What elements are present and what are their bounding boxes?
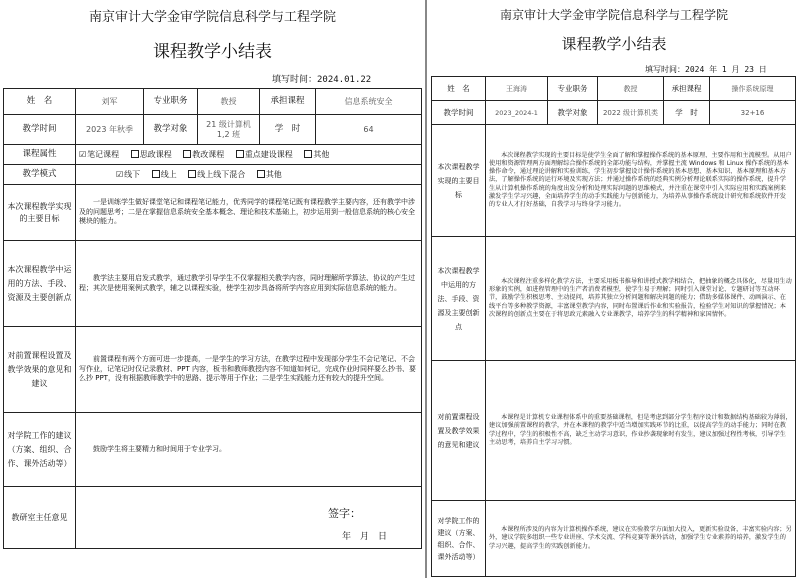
form-title: 课程教学小结表 bbox=[153, 42, 272, 62]
course-value: 信息系统安全 bbox=[316, 89, 422, 115]
fill-date bbox=[645, 64, 767, 75]
suggest-text: 鼓励学生将主要精力和时间用于专业学习。 bbox=[76, 413, 422, 487]
attr-option[interactable]: 思政课程 bbox=[131, 149, 172, 160]
empty-box-icon bbox=[152, 170, 160, 178]
hours-value: 64 bbox=[316, 115, 422, 145]
improve-label: 对前置课程设置及教学效果的意见和建议 bbox=[432, 361, 486, 501]
attr-option[interactable]: 重点建设课程 bbox=[236, 149, 293, 160]
mode-label: 教学模式 bbox=[4, 165, 76, 185]
empty-box-icon bbox=[131, 150, 139, 158]
university-name: 南京审计大学金审学院信息科学与工程学院 bbox=[88, 10, 336, 25]
target-value: 2022 级计算机类 bbox=[598, 101, 664, 125]
fill-date-value: 2024.01.22 bbox=[317, 75, 372, 85]
goal-label: 本次课程教学实现的主要目标 bbox=[432, 125, 486, 237]
title-value: 教授 bbox=[198, 89, 260, 115]
course-label: 承担课程 bbox=[260, 89, 316, 115]
attr-option[interactable]: ☑笔记课程 bbox=[79, 150, 120, 159]
empty-box-icon bbox=[188, 170, 196, 178]
suggest-text: 本课程所涉及的内容为计算机操作系统，建议在实验教学方面加大投入，更新实验设备，丰富实验内容；另外，建议学院多组织一些专业讲座、学术交流、学科竞赛等课外活动，加强学生专业素养的培养，激发学生的学习兴趣，提高学生的实践创新能力。 bbox=[486, 501, 796, 577]
goal-text: 一是训练学生做好课堂笔记和课程笔记能力，优秀同学的课程笔记既有课程教学主要内容，还有教学中涉及的问题思考；二是在掌握信息系统安全基本概念、理论和技术基础上，初步运用到一般信息系统的核心安全模块的能力。 bbox=[76, 185, 422, 241]
fill-date-label: 填写时间： bbox=[272, 75, 318, 85]
checked-box-icon: ☑ bbox=[79, 150, 87, 159]
course-label: 承担课程 bbox=[664, 77, 710, 101]
goal-text: 本次课程教学实现的主要目标是使学生全面了解和掌握操作系统的基本原理、主要作用和主流模型。从用户使用和资源管理两方面理解综合操作系统的全部功能与结构，并掌握主流 Windows 和 Linux 操作系统的基本操作命令，通过理论讲解和实验训练，学生初步掌握设计操作系统的基本思想、基本知识、基本原理和基本方法，了解操作系统的运行环境及实现方法；并通过操作系统的经典实例分析理论联系实际的操作系统，提升学生从计算机操作系统的角度出发分析和处理实际问题的思维模式，并注重在课堂中引入实际应用和实践案例来激发学生学习兴趣，全面培养学生的动手实践能力与创新能力，为培养从事操作系统设计研究和系统软件开发的专业人才打好基础，自我学习与终身学习能力。 bbox=[486, 125, 796, 237]
target-label: 教学对象 bbox=[548, 101, 598, 125]
checked-box-icon: ☑ bbox=[116, 170, 124, 179]
goal-label: 本次课程教学实现的主要目标 bbox=[4, 185, 76, 241]
fill-date-value: 2024 年 1 月 23 日 bbox=[685, 65, 767, 74]
title-label: 专业职务 bbox=[548, 77, 598, 101]
empty-box-icon bbox=[183, 150, 191, 158]
summary-table bbox=[3, 88, 422, 549]
mode-options bbox=[76, 165, 422, 185]
time-value: 2023 年秋季 bbox=[76, 115, 144, 145]
suggest-label: 对学院工作的建议（方案、组织、合作、课外活动等） bbox=[4, 413, 76, 487]
method-text: 本次课程注重多样化教学方法，主要采用板书推导和讲授式教学相结合，把抽象的概念具体化，尽量用生动形象的实例，如进程管理中的生产者消费者模型，使学生易于理解；同时引入课堂讨论、专题研讨等互动环节，鼓励学生积极思考、主动提问，培养其独立分析问题和解决问题的能力；借助多媒体课件、动画演示、在线平台等多种教学资源，丰富课堂教学内容，同时布置课后作业和实验报告，检验学生对知识的掌握情况；本次课程的创新点主要在于将思政元素融入专业课教学，培养学生的科学精神和家国情怀。 bbox=[486, 237, 796, 361]
improve-text: 前置课程有两个方面可进一步提高，一是学生的学习方法，在教学过程中发现部分学生不会记笔记、不会写作业，记笔记时仅记录教材、PPT 内容，板书和教师教授内容不知道如何记，完成作业时同样要么抄书、要么抄 PPT，没有根据教师教学中的思路、提示等用于作业；二是学生实践能力还有较大的提升空间。 bbox=[76, 327, 422, 413]
office-opinion bbox=[76, 487, 422, 549]
time-value: 2023_2024-1 bbox=[486, 101, 548, 125]
university-name: 南京审计大学金审学院信息科学与工程学院 bbox=[499, 8, 728, 22]
attr-options bbox=[76, 145, 422, 165]
fill-date-label: 填写时间： bbox=[645, 65, 685, 74]
method-label: 本次课程教学中运用的方法、手段、资源及主要创新点 bbox=[4, 241, 76, 327]
hours-label: 学 时 bbox=[260, 115, 316, 145]
improve-label: 对前置课程设置及教学效果的意见和建议 bbox=[4, 327, 76, 413]
name-label: 姓 名 bbox=[432, 77, 486, 101]
hours-label: 学 时 bbox=[664, 101, 710, 125]
title-value: 教授 bbox=[598, 77, 664, 101]
course-value: 操作系统原理 bbox=[710, 77, 796, 101]
name-label: 姓 名 bbox=[4, 89, 76, 115]
name-value: 刘军 bbox=[76, 89, 144, 115]
attr-option[interactable]: 其他 bbox=[304, 149, 329, 160]
mode-option[interactable]: 线上 bbox=[152, 169, 177, 180]
fill-date bbox=[272, 72, 371, 85]
method-text: 教学法主要用启发式教学，通过教学引导学生不仅掌握相关教学内容，同时理解所学算法、协议的产生过程；其次是使用案例式教学，辅之以课程实验，使学生初步具备将所学内容应用到实际信息系统的能力。 bbox=[76, 241, 422, 327]
hours-value: 32+16 bbox=[710, 101, 796, 125]
target-label: 教学对象 bbox=[144, 115, 198, 145]
mode-option[interactable]: ☑线下 bbox=[116, 170, 141, 179]
right-page bbox=[429, 0, 799, 578]
time-label: 教学时间 bbox=[4, 115, 76, 145]
target-value: 21 级计算机 1,2 班 bbox=[198, 115, 260, 145]
name-value: 王海涛 bbox=[486, 77, 548, 101]
date-label: 年 月 日 bbox=[342, 532, 388, 542]
empty-box-icon bbox=[257, 170, 265, 178]
attr-option[interactable]: 教改课程 bbox=[183, 149, 224, 160]
suggest-label: 对学院工作的建议（方案、组织、合作、课外活动等） bbox=[432, 501, 486, 577]
method-label: 本次课程教学中运用的方法、手段、资源及主要创新点 bbox=[432, 237, 486, 361]
sign-label: 签字： bbox=[328, 507, 361, 520]
mode-option[interactable]: 线上线下混合 bbox=[188, 169, 245, 180]
title-label: 专业职务 bbox=[144, 89, 198, 115]
attr-label: 课程属性 bbox=[4, 145, 76, 165]
empty-box-icon bbox=[236, 150, 244, 158]
form-title: 课程教学小结表 bbox=[561, 35, 667, 53]
empty-box-icon bbox=[304, 150, 312, 158]
summary-table bbox=[431, 76, 796, 577]
mode-option[interactable]: 其他 bbox=[257, 169, 282, 180]
office-label: 教研室主任意见 bbox=[4, 487, 76, 549]
time-label: 教学时间 bbox=[432, 101, 486, 125]
improve-text: 本课程是计算机专业课程体系中的重要基础课程，但是考虑到部分学生程序设计和数据结构基础较为薄弱，建议加强前置课程的教学，并在本课程的教学中适当增加实践环节的比重，以提高学生的动手能力；同时在教学过程中，学生的积极性不高，缺乏主动学习意识，作业抄袭现象时有发生，建议加强过程性考核，引导学生主动思考，培养自主学习习惯。 bbox=[486, 361, 796, 501]
